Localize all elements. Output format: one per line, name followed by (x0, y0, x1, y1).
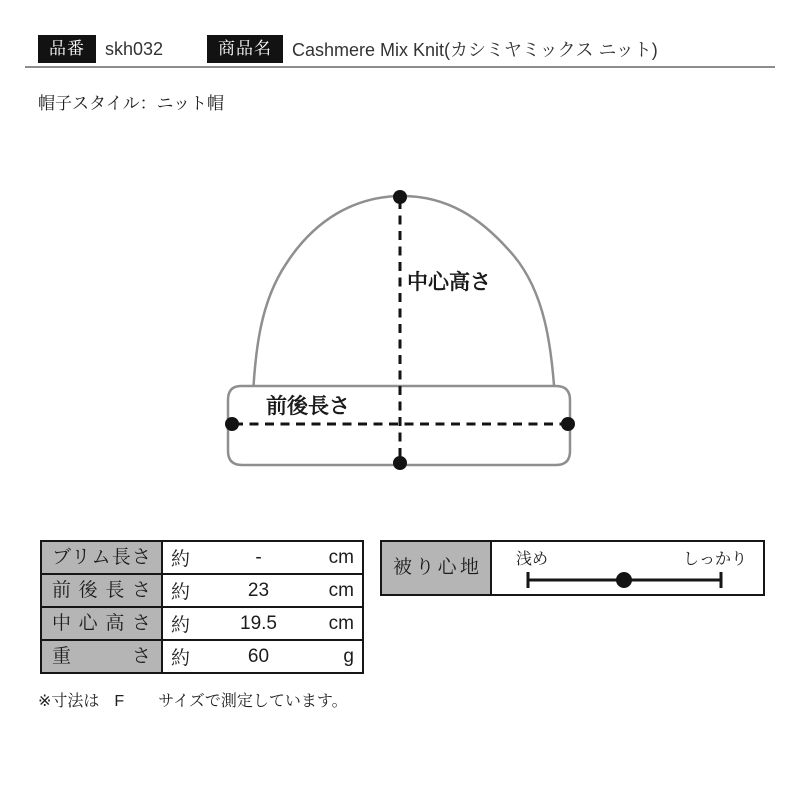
approx-prefix: 約 (171, 615, 191, 636)
spec-row-brim (42, 542, 362, 575)
spec-unit: cm (328, 579, 354, 601)
measure-dot-right (561, 417, 575, 431)
center-height-label: 中心高さ (407, 271, 491, 294)
fit-scale-labels (492, 542, 763, 569)
approx-prefix: 約 (171, 648, 191, 669)
spec-value: 23 (247, 579, 270, 601)
footnote-suffix: サイズで測定しています。 (158, 693, 348, 710)
spec-row-value-cell (163, 608, 362, 639)
spec-row-value-cell (163, 542, 362, 573)
measure-dot-top (393, 190, 407, 204)
approx-prefix: 約 (171, 549, 191, 570)
product-name-tag: 商品名 (207, 35, 283, 63)
fit-right-label: しっかり (682, 551, 747, 568)
fit-indicator-dot (616, 572, 632, 588)
measure-dot-bottom (393, 456, 407, 470)
spec-value: - (255, 546, 262, 568)
footnote-size-value: F (114, 693, 125, 710)
hat-style-text: 帽子スタイル：ニット帽 (38, 94, 224, 113)
approx-prefix: 約 (171, 582, 191, 603)
front-back-label: 前後長さ (266, 395, 350, 418)
spec-unit: cm (328, 546, 354, 568)
spec-row-value-cell (163, 641, 362, 672)
spec-row-label: 前後長さ (42, 575, 163, 606)
spec-row-center-height (42, 608, 362, 641)
size-footnote (38, 688, 348, 711)
spec-row-label: ブリム長さ (42, 542, 163, 573)
spec-row-label: 重さ (42, 641, 163, 672)
fit-scale (492, 568, 763, 592)
spec-row-weight (42, 641, 362, 672)
spec-row-value-cell (163, 575, 362, 606)
spec-row-front-back (42, 575, 362, 608)
fit-box (380, 540, 765, 596)
spec-unit: g (343, 645, 354, 667)
footnote-prefix: ※寸法は (38, 693, 100, 710)
fit-gauge (492, 542, 763, 594)
fit-label: 被り心地 (382, 542, 492, 594)
fit-left-label: 浅め (516, 551, 549, 568)
spec-unit: cm (328, 612, 354, 634)
item-number-tag: 品番 (38, 35, 96, 63)
spec-value: 19.5 (240, 612, 277, 634)
spec-table (40, 540, 364, 674)
measure-dot-left (225, 417, 239, 431)
product-name-value: Cashmere Mix Knit(カシミヤミックス ニット) (292, 40, 658, 60)
spec-row-label: 中心高さ (42, 608, 163, 639)
item-number-value: skh032 (105, 38, 164, 59)
spec-value: 60 (247, 645, 270, 667)
